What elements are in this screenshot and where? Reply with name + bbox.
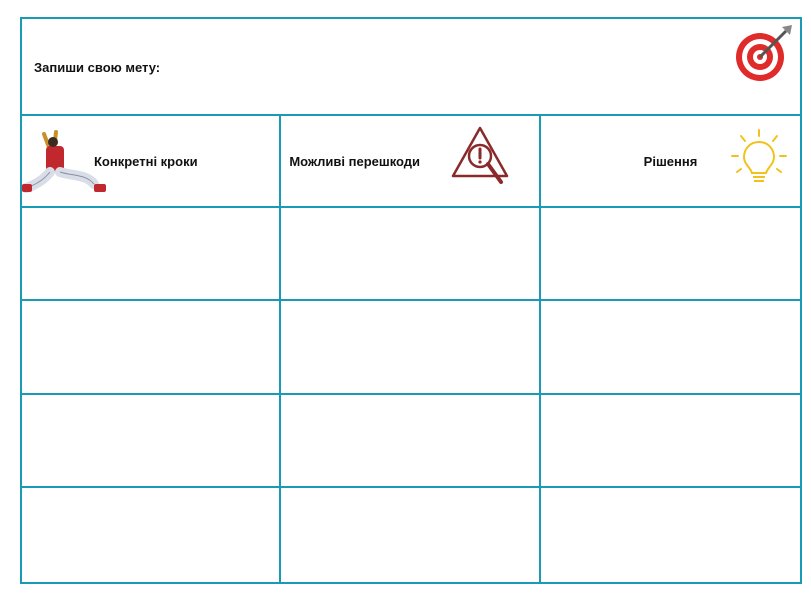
table-cell[interactable]	[281, 301, 540, 395]
header-cell-obstacles	[281, 114, 540, 208]
header-label-obstacles: Можливі перешкоди	[289, 154, 421, 169]
table-cell[interactable]	[541, 488, 800, 582]
header-label-solutions: Рішення	[643, 154, 698, 169]
table-cell[interactable]	[281, 488, 540, 582]
table-cell[interactable]	[541, 208, 800, 302]
table-cell[interactable]	[22, 208, 281, 302]
target-icon	[732, 21, 796, 85]
goal-label: Запиши свою мету:	[34, 60, 161, 75]
table-cell[interactable]	[22, 301, 281, 395]
table-cell[interactable]	[22, 395, 281, 489]
table-cell[interactable]	[281, 395, 540, 489]
planning-table	[22, 114, 800, 582]
header-label-steps: Конкретні кроки	[94, 154, 198, 169]
goal-planning-sheet	[20, 17, 802, 584]
header-cell-solutions	[541, 114, 800, 208]
table-cell[interactable]	[22, 488, 281, 582]
table-cell[interactable]	[281, 208, 540, 302]
header-cell-steps	[22, 114, 281, 208]
warning-magnifier-icon	[449, 124, 511, 188]
goal-row[interactable]	[22, 19, 800, 116]
table-cell[interactable]	[541, 395, 800, 489]
table-cell[interactable]	[541, 301, 800, 395]
light-bulb-icon	[729, 128, 789, 190]
